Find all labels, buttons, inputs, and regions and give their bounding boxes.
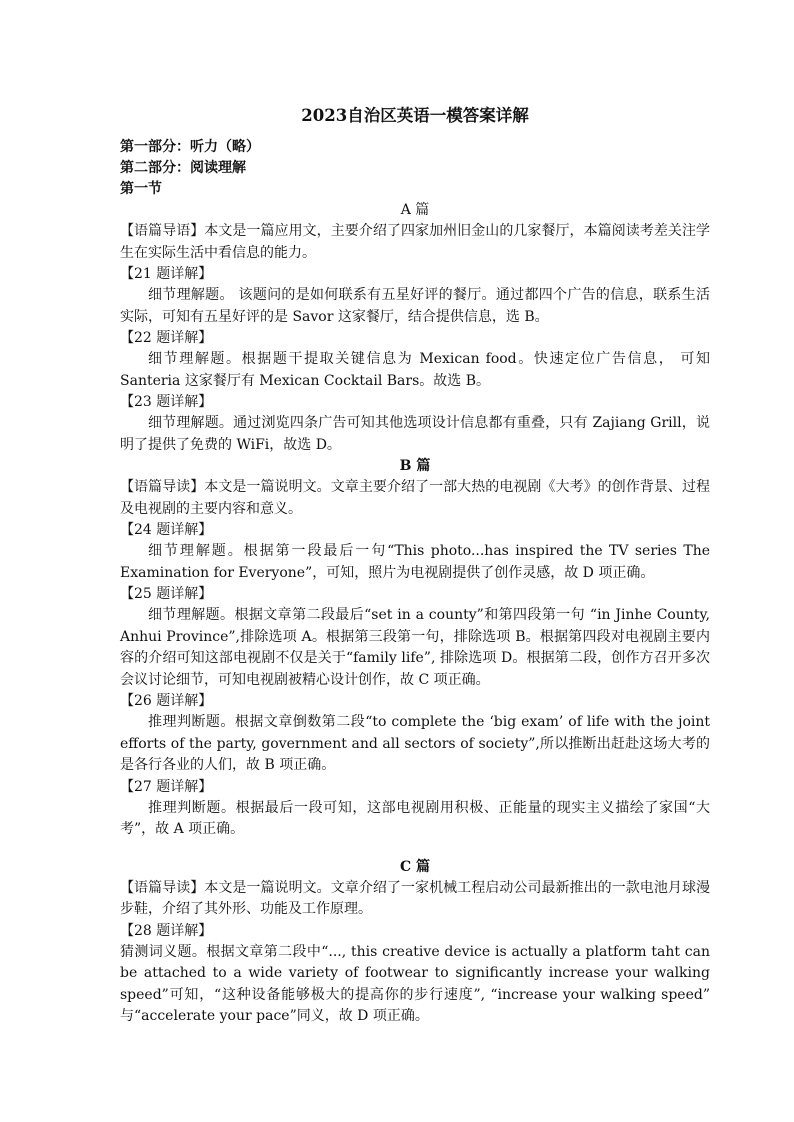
passage-c-intro: 【语篇导读】本文是一篇说明文。文章介绍了一家机械工程启动公司最新推出的一款电池月球漫步鞋，介绍了其外形、功能及工作原理。	[120, 879, 710, 917]
document-content	[120, 103, 710, 1028]
passage-c-heading: C 篇	[399, 858, 431, 875]
question-explanation: 细节理解题。根据文章第二段最后“set in a county”和第四段第一句 “in Jinhe County, Anhui Province”,排除选项 A。根据第三段第一句，排除选项 B。根据第四段对电视剧主要内容的介绍可知这部电视剧不仅是关于“family life”, 排除选项 D。根据第二段，创作方召开多次会议讨论细节，可知电视剧被精心设计创作，故 C 项正确。	[120, 607, 710, 688]
passage-a-heading: A 篇	[400, 202, 430, 218]
part2-heading: 第二部分：阅读理解	[120, 160, 246, 176]
question-label: 【26 题详解】	[120, 693, 213, 709]
question-label: 【27 题详解】	[120, 778, 213, 795]
question-explanation: 猜测词义题。根据文章第二段中“..., this creative device is actually a platform taht can be attached to a wide variety of footwear to significantly increase your walking speed”可知，“这种设备能够极大的提高你的步行速度”, “increase your walking speed” 与“accelerate your pace”同义，故 D 项正确。	[120, 943, 710, 1024]
question-explanation: 细节理解题。通过浏览四条广告可知其他选项设计信息都有重叠，只有 Zajiang Grill，说明了提供了免费的 WiFi，故选 D。	[120, 415, 710, 453]
question-label: 【28 题详解】	[120, 922, 213, 939]
part1-heading: 第一部分：听力（略）	[120, 139, 260, 155]
passage-b-intro: 【语篇导读】本文是一篇说明文。文章主要介绍了一部大热的电视剧《大考》的创作背景、过程及电视剧的主要内容和意义。	[120, 479, 710, 517]
passage-b-heading: B 篇	[399, 458, 431, 474]
question-label: 【21 题详解】	[120, 266, 213, 282]
passage-a	[120, 200, 710, 456]
passage-c	[120, 857, 710, 1028]
question-label: 【23 题详解】	[120, 394, 213, 410]
question-explanation: 细节理解题。根据第一段最后一句“This photo...has inspired the TV series The Examination for Everyone”，可知，照片为电视剧提供了创作灵感，故 D 项正确。	[120, 543, 710, 581]
question-explanation: 推理判断题。根据最后一段可知，这部电视剧用积极、正能量的现实主义描绘了家国“大考”，故 A 项正确。	[120, 799, 710, 837]
document-title: 2023自治区英语一模答案详解	[301, 106, 529, 125]
section1-heading: 第一节	[120, 181, 162, 197]
question-label: 【24 题详解】	[120, 522, 213, 538]
question-explanation: 细节理解题。 该题问的是如何联系有五星好评的餐厅。通过都四个广告的信息，联系生活实际，可知有五星好评的是 Savor 这家餐厅，结合提供信息，选 B。	[120, 287, 710, 325]
question-explanation: 推理判断题。根据文章倒数第二段“to complete the ‘big exam’ of life with the joint efforts of the party, government and all sectors of society”,所以推断出赶赴这场大考的是各行各业的人们，故 B 项正确。	[120, 714, 710, 773]
passage-b	[120, 456, 710, 841]
question-label: 【22 题详解】	[120, 330, 213, 346]
question-label: 【25 题详解】	[120, 586, 213, 602]
spacer	[120, 841, 710, 857]
passage-a-intro: 【语篇导语】本文是一篇应用文，主要介绍了四家加州旧金山的几家餐厅，本篇阅读考差关注学生在实际生活中看信息的能力。	[120, 223, 710, 261]
question-explanation: 细节理解题。根据题干提取关键信息为 Mexican food。快速定位广告信息， 可知 Santeria 这家餐厅有 Mexican Cocktail Bars。故选 B。	[120, 351, 710, 389]
